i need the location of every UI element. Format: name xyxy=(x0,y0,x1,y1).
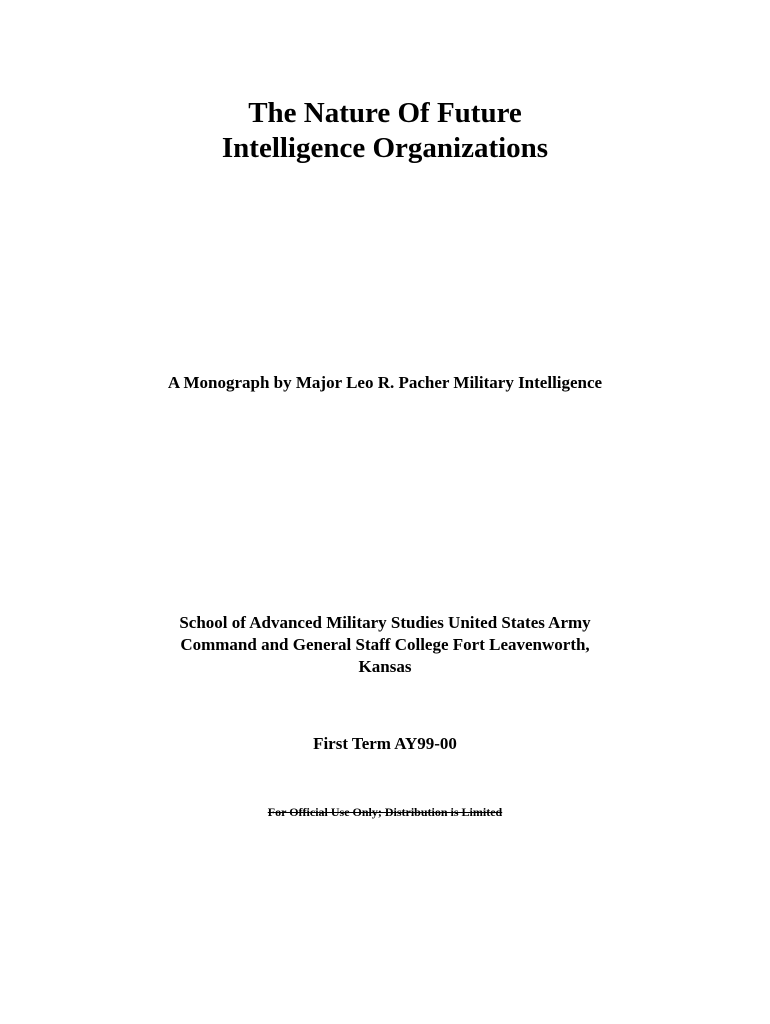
school-block xyxy=(120,612,650,678)
distribution-notice: For Official Use Only; Distribution is Limited xyxy=(267,805,503,819)
document-title xyxy=(0,96,770,166)
author-line: A Monograph by Major Leo R. Pacher Military Intelligence xyxy=(167,373,603,392)
school-line-3: Kansas xyxy=(358,657,412,676)
title-line-1: The Nature Of Future xyxy=(248,97,522,129)
title-line-2: Intelligence Organizations xyxy=(221,132,549,164)
school-line-1: School of Advanced Military Studies United States Army xyxy=(179,613,591,632)
term-line: First Term AY99-00 xyxy=(313,734,457,753)
school-line-2: Command and General Staff College Fort Leavenworth, xyxy=(180,635,590,654)
